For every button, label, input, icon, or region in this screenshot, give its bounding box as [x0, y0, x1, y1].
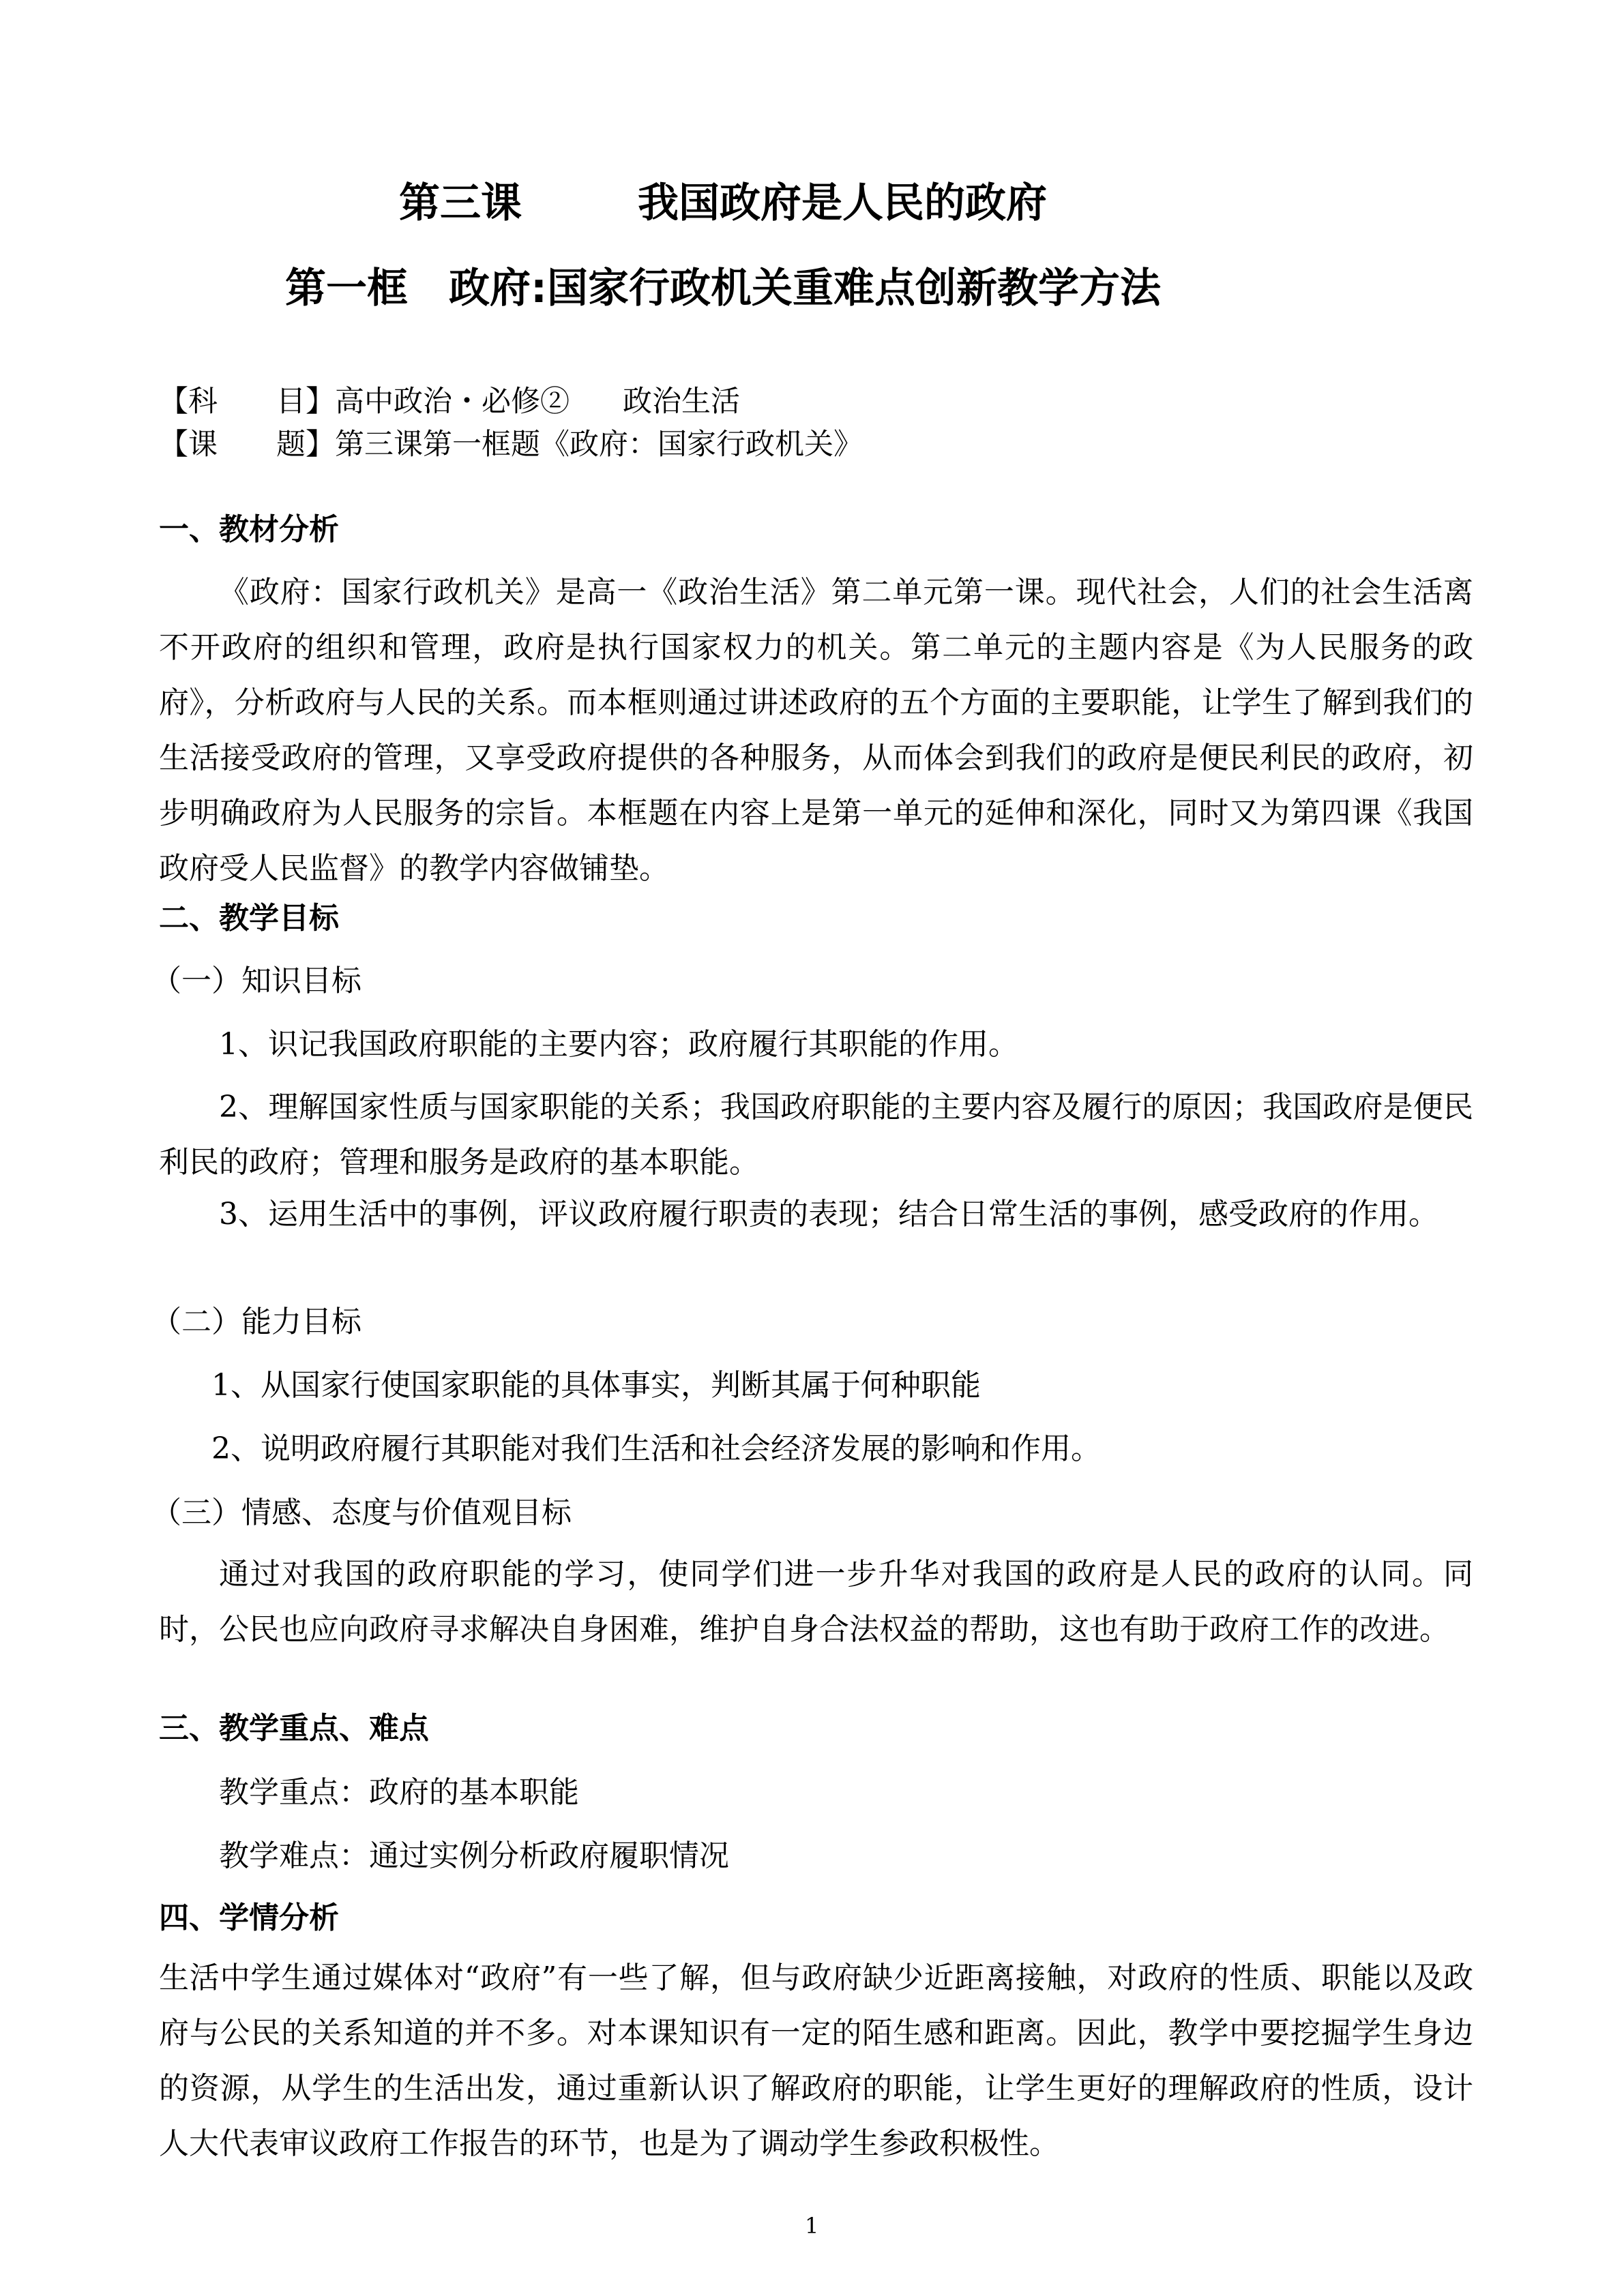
section-heading-3: 三、教学重点、难点 — [159, 1711, 429, 1746]
section-heading-2: 二、教学目标 — [159, 901, 339, 936]
subheading-knowledge: （一）知识目标 — [151, 964, 361, 998]
section-heading-1: 一、教材分析 — [159, 512, 339, 547]
page-number: 1 — [805, 2213, 819, 2239]
emotion-paragraph: 通过对我国的政府职能的学习，使同学们进一步升华对我国的政府是人民的政府的认同。同时，公民也应向政府寻求解决自身困难，维护自身合法权益的帮助，这也有助于政府工作的改进。 — [159, 1557, 1473, 1647]
knowledge-item-1: 1、识记我国政府职能的主要内容；政府履行其职能的作用。 — [219, 1027, 1018, 1062]
lesson-title — [399, 170, 1047, 229]
subject-value: 目】高中政治・必修② — [276, 385, 570, 419]
topic-value: 题】第三课第一框题《政府：国家行政机关》 — [276, 428, 863, 462]
student-analysis-paragraph: 生活中学生通过媒体对“政府”有一些了解，但与政府缺少近距离接触，对政府的性质、职能以及政府与公民的关系知道的并不多。对本课知识有一定的陌生感和距离。因此，教学中要挖掘学生身边的资源，从学生的生活出发，通过重新认识了解政府的职能，让学生更好的理解政府的性质，设计人大代表审议政府工作报告的环节，也是为了调动学生参政积极性。 — [159, 1960, 1473, 2161]
topic-label-open: 【课 — [159, 428, 218, 462]
subject-line — [159, 378, 740, 420]
ability-item-2: 2、说明政府履行其职能对我们生活和社会经济发展的影响和作用。 — [211, 1431, 1101, 1466]
subheading-emotion: （三）情感、态度与价值观目标 — [151, 1495, 572, 1530]
subheading-ability: （二）能力目标 — [151, 1304, 361, 1339]
textbook-analysis-paragraph: 《政府：国家行政机关》是高一《政治生活》第二单元第一课。现代社会，人们的社会生活离不开政府的组织和管理，政府是执行国家权力的机关。第二单元的主题内容是《为人民服务的政府》，分析政府与人民的关系。而本框则通过讲述政府的五个方面的主要职能，让学生了解到我们的生活接受政府的管理，又享受政府提供的各种服务，从而体会到我们的政府是便民利民的政府，初步明确政府为人民服务的宗旨。本框题在内容上是第一单元的延伸和深化，同时又为第四课《我国政府受人民监督》的教学内容做铺垫。 — [159, 575, 1473, 886]
lesson-name: 我国政府是人民的政府 — [638, 179, 1047, 227]
frame-name: 政府:国家行政机关重难点创新教学方法 — [449, 265, 1161, 312]
subject-extra: 政治生活 — [623, 385, 740, 419]
frame-title — [285, 256, 1161, 314]
section-heading-4: 四、学情分析 — [159, 1900, 339, 1935]
teaching-key-point: 教学重点：政府的基本职能 — [219, 1775, 579, 1810]
knowledge-item-3: 3、运用生活中的事例，评议政府履行职责的表现；结合日常生活的事例，感受政府的作用。 — [219, 1197, 1438, 1232]
ability-item-1: 1、从国家行使国家职能的具体事实，判断其属于何种职能 — [211, 1368, 981, 1403]
subject-label-open: 【科 — [159, 385, 218, 419]
lesson-number: 第三课 — [399, 179, 522, 227]
frame-number: 第一框 — [285, 265, 408, 312]
topic-line — [159, 421, 863, 463]
knowledge-item-2: 2、理解国家性质与国家职能的关系；我国政府职能的主要内容及履行的原因；我国政府是便民利民的政府；管理和服务是政府的基本职能。 — [159, 1090, 1473, 1180]
teaching-difficult-point: 教学难点：通过实例分析政府履职情况 — [219, 1838, 729, 1873]
